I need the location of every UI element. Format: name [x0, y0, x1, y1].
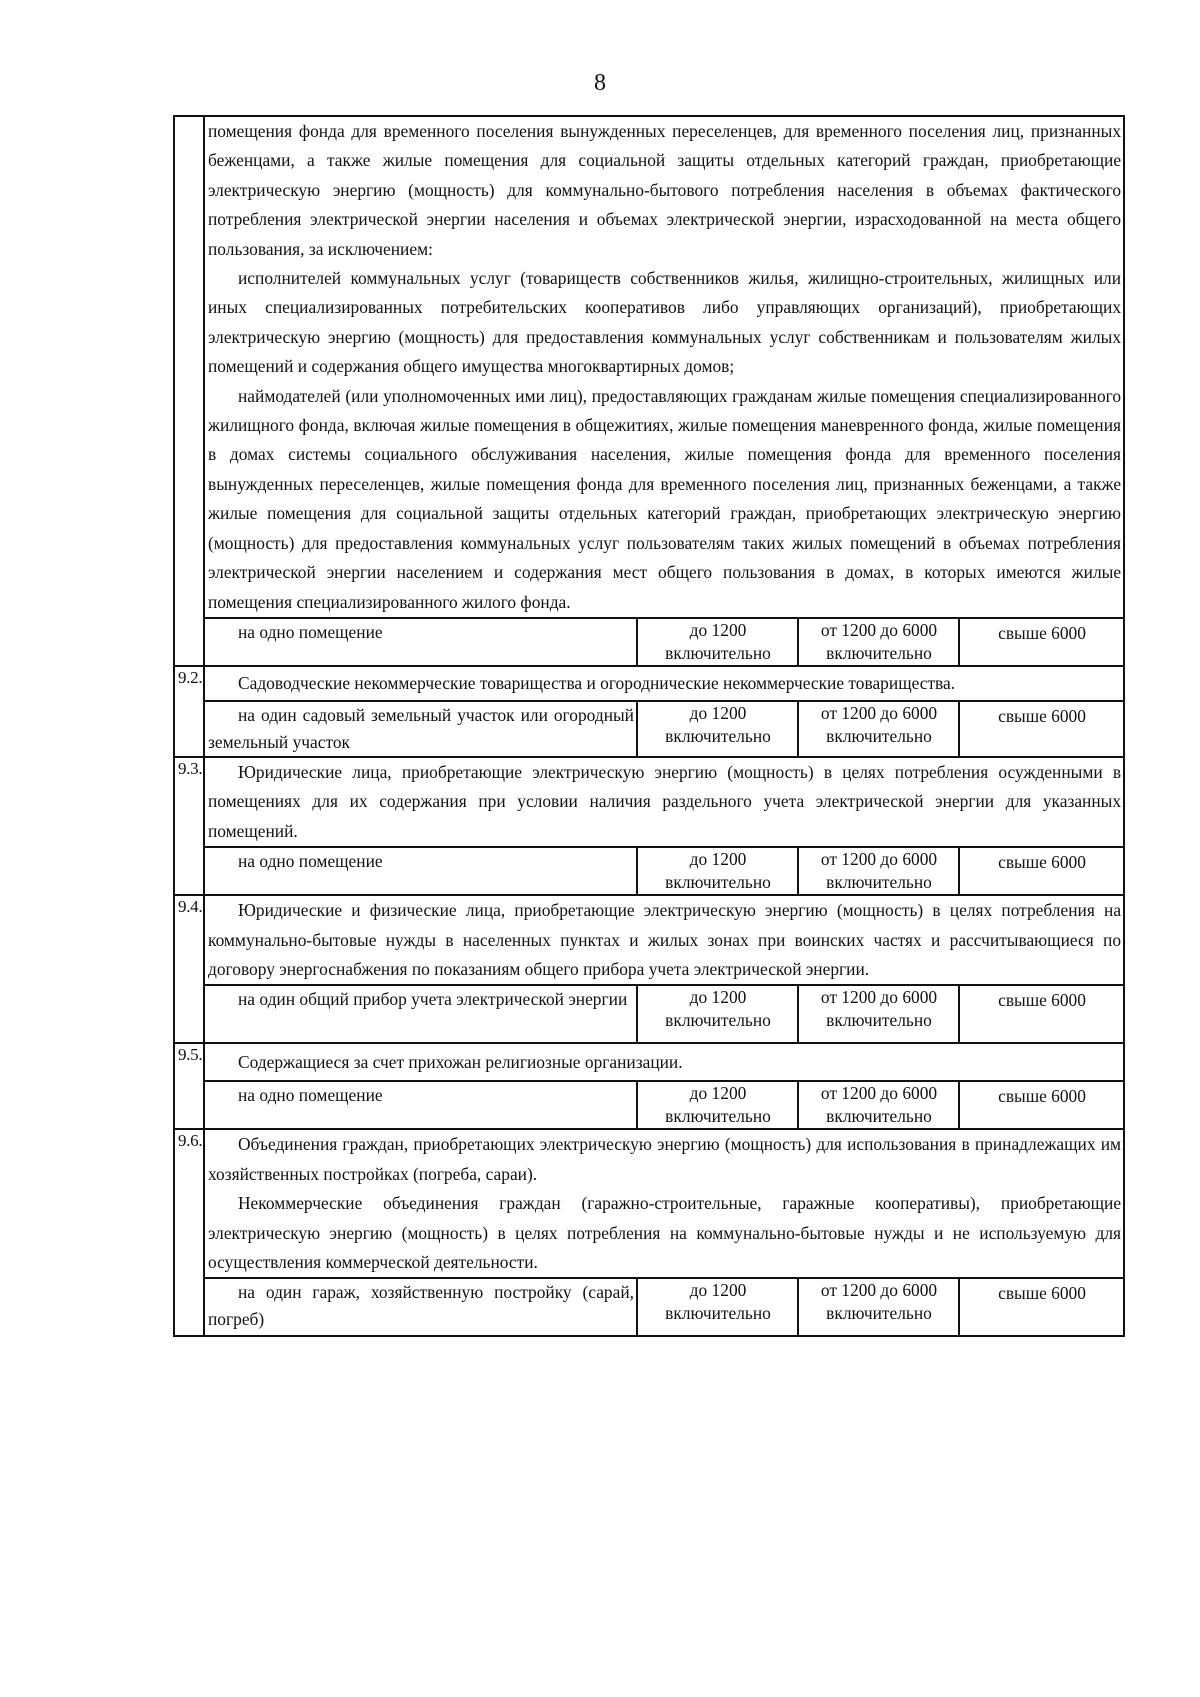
section-number: 9.5.	[174, 1043, 204, 1129]
row-number-cell	[174, 116, 204, 666]
intro-text-row	[174, 116, 1124, 618]
range-high: свыше 6000	[959, 618, 1124, 666]
measure-label: на одно помещение	[204, 618, 637, 666]
measure-row	[174, 701, 1124, 757]
range-high: свыше 6000	[959, 1081, 1124, 1129]
paragraph: Юридические и физические лица, приобретающие электрическую энергию (мощность) в целях потребления на коммунально-бытовые нужды в населенных пунктах и жилых зонах при воинских частях и рассчитывающиеся по договору энергоснабжения по показаниям общего прибора учета электрической энергии.	[208, 900, 1122, 979]
section-title-row	[174, 757, 1124, 847]
tariff-table	[173, 115, 1125, 1337]
measure-row	[174, 847, 1124, 895]
paragraph: Объединения граждан, приобретающих электрическую энергию (мощность) для использования в принадлежащих им хозяйственных постройках (погреба, сараи).	[208, 1134, 1122, 1184]
measure-label: на один садовый земельный участок или огородный земельный участок	[204, 701, 637, 757]
intro-description	[204, 116, 1124, 618]
measure-label: на одно помещение	[204, 847, 637, 895]
range-low: до 1200 включительно	[637, 1278, 798, 1336]
section-number: 9.2.	[174, 666, 204, 757]
paragraph: Юридические лица, приобретающие электрическую энергию (мощность) в целях потребления осужденными в помещениях для их содержания при условии наличия раздельного учета электрической энергии для указанных помещений.	[208, 761, 1122, 841]
range-mid: от 1200 до 6000 включительно	[798, 1081, 959, 1129]
range-high: свыше 6000	[959, 985, 1124, 1043]
section-title-row	[174, 1129, 1124, 1278]
paragraph: Некоммерческие объединения граждан (гаражно-строительные, гаражные кооперативы), приобретающие электрическую энергию (мощность) в целях потребления на коммунально-бытовые нужды и не используемую для осуществления коммерческой деятельности.	[208, 1193, 1122, 1272]
section-number: 9.3.	[174, 757, 204, 895]
section-title-row	[174, 895, 1124, 985]
section-title-row	[174, 666, 1124, 701]
range-low: до 1200 включительно	[637, 985, 798, 1043]
range-mid: от 1200 до 6000 включительно	[798, 1278, 959, 1336]
measure-label: на один гараж, хозяйственную постройку (сарай, погреб)	[204, 1278, 637, 1336]
measure-row	[174, 618, 1124, 666]
range-low: до 1200 включительно	[637, 701, 798, 757]
measure-label: на одно помещение	[204, 1081, 637, 1129]
range-mid: от 1200 до 6000 включительно	[798, 985, 959, 1043]
range-high: свыше 6000	[959, 1278, 1124, 1336]
paragraph: исполнителей коммунальных услуг (товариществ собственников жилья, жилищно-строительных, жилищных или иных специализированных потребительских кооперативов либо управляющих организаций), приобретающих электрическую энергию (мощность) для предоставления коммунальных услуг собственникам и пользователям жилых помещений и содержания общего имущества многоквартирных домов;	[208, 268, 1122, 377]
paragraph: Садоводческие некоммерческие товарищества и огороднические некоммерческие товарищества.	[238, 672, 956, 693]
range-mid: от 1200 до 6000 включительно	[798, 847, 959, 895]
section-title-row	[174, 1043, 1124, 1081]
section-description	[204, 666, 1124, 701]
section-description	[204, 757, 1124, 847]
measure-row	[174, 985, 1124, 1043]
measure-row	[174, 1278, 1124, 1336]
range-mid: от 1200 до 6000 включительно	[798, 618, 959, 666]
section-description	[204, 895, 1124, 985]
measure-label: на один общий прибор учета электрической энергии	[204, 985, 637, 1043]
measure-row	[174, 1081, 1124, 1129]
range-mid: от 1200 до 6000 включительно	[798, 701, 959, 757]
section-description	[204, 1129, 1124, 1278]
page-number: 8	[594, 70, 606, 96]
paragraph: Содержащиеся за счет прихожан религиозные организации.	[238, 1052, 683, 1073]
range-low: до 1200 включительно	[637, 618, 798, 666]
section-number: 9.6.	[174, 1129, 204, 1336]
range-low: до 1200 включительно	[637, 847, 798, 895]
section-description	[204, 1043, 1124, 1081]
section-number: 9.4.	[174, 895, 204, 1043]
range-high: свыше 6000	[959, 701, 1124, 757]
paragraph: наймодателей (или уполномоченных ими лиц), предоставляющих гражданам жилые помещения специализированного жилищного фонда, включая жилые помещения в общежитиях, жилые помещения маневренного фонда, жилые помещения в домах системы социального обслуживания населения, жилые помещения фонда для временного поселения вынужденных переселенцев, жилые помещения фонда для временного поселения лиц, признанных беженцами, а также жилые помещения для социальной защиты отдельных категорий граждан, приобретающих электрическую энергию (мощность) для предоставления коммунальных услуг пользователям таких жилых помещений в объемах потребления электрической энергии населением и содержания мест общего пользования в домах, в которых имеются жилые помещения специализированного жилого фонда.	[208, 385, 1122, 612]
paragraph: помещения фонда для временного поселения вынужденных переселенцев, для временного поселения лиц, признанных беженцами, а также жилые помещения для социальной защиты отдельных категорий граждан, приобретающие электрическую энергию (мощность) для коммунально-бытового потребления населения в объемах фактического потребления электрической энергии населения и объемах электрической энергии, израсходованной на места общего пользования, за исключением:	[208, 121, 1122, 259]
range-low: до 1200 включительно	[637, 1081, 798, 1129]
range-high: свыше 6000	[959, 847, 1124, 895]
